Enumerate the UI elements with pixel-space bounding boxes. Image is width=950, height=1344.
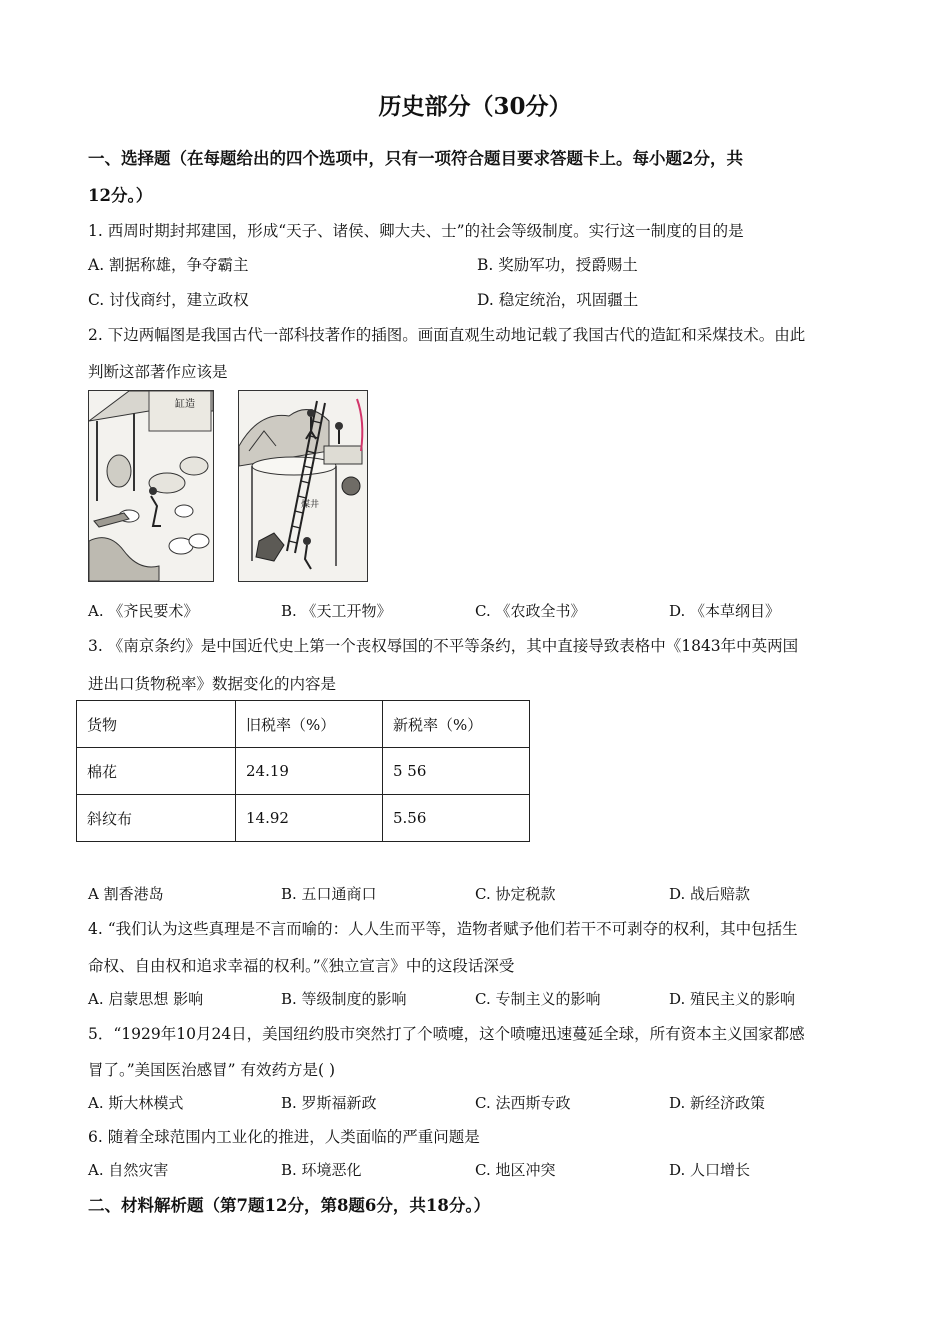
question-3-option-d: D. 战后赔款 xyxy=(669,885,751,903)
question-3-stem-cont: 进出口货物税率》数据变化的内容是 xyxy=(88,675,337,693)
table-header-cell: 旧税率（%） xyxy=(236,701,383,748)
figure-left-caption: 缸造 xyxy=(175,399,195,410)
section1-heading-cont: 12分。） xyxy=(88,186,153,205)
question-5-stem: 5．“1929年10月24日，美国纽约股市突然打了个喷嚏，这个喷嚏迅速蔓延全球，所有资本主义国家都感 xyxy=(88,1025,805,1043)
tax-rate-table xyxy=(76,700,530,842)
question-5-option-a: A. 斯大林模式 xyxy=(88,1094,184,1112)
table-cell: 5.56 xyxy=(383,795,530,842)
section2-heading: 二、材料解析题（第7题12分，第8题6分，共18分。） xyxy=(88,1196,491,1215)
table-row xyxy=(77,795,530,842)
question-6-stem: 6. 随着全球范围内工业化的推进，人类面临的严重问题是 xyxy=(88,1128,480,1146)
question-2-option-b: B. 《天工开物》 xyxy=(281,602,392,620)
question-6-option-a: A. 自然灾害 xyxy=(88,1161,169,1179)
table-header-cell: 货物 xyxy=(77,701,236,748)
table-cell: 棉花 xyxy=(77,748,236,795)
question-4-option-c: C. 专制主义的影响 xyxy=(475,990,601,1008)
question-5-option-d: D. 新经济政策 xyxy=(669,1094,766,1112)
question-4-option-a: A. 启蒙思想 影响 xyxy=(88,990,204,1008)
table-header-row xyxy=(77,701,530,748)
question-4-stem-cont: 命权、自由权和追求幸福的权利。”《独立宣言》中的这段话深受 xyxy=(88,957,515,975)
question-1-option-c: C. 讨伐商纣，建立政权 xyxy=(88,291,249,309)
question-3-option-b: B. 五口通商口 xyxy=(281,885,377,903)
question-2-stem: 2. 下边两幅图是我国古代一部科技著作的插图。画面直观生动地记载了我国古代的造缸和采煤技术。由此 xyxy=(88,326,806,344)
question-5-option-c: C. 法西斯专政 xyxy=(475,1094,571,1112)
question-4-stem: 4. “我们认为这些真理是不言而喻的：人人生而平等，造物者赋予他们若干不可剥夺的权利，其中包括生 xyxy=(88,920,798,938)
coal-mining-illustration xyxy=(239,391,367,581)
question-4-option-b: B. 等级制度的影响 xyxy=(281,990,407,1008)
question-2-option-a: A. 《齐民要术》 xyxy=(88,602,199,620)
vat-making-illustration xyxy=(89,391,213,581)
question-2-option-d: D. 《本草纲目》 xyxy=(669,602,781,620)
figure-right-caption: 煤井 xyxy=(301,500,320,510)
question-2-option-c: C. 《农政全书》 xyxy=(475,602,586,620)
question-3-option-a: A 割香港岛 xyxy=(88,885,164,903)
question-3-stem: 3. 《南京条约》是中国近代史上第一个丧权辱国的不平等条约，其中直接导致表格中《1843年中英两国 xyxy=(88,637,799,655)
question-1-stem: 1. 西周时期封邦建国，形成“天子、诸侯、卿大夫、士”的社会等级制度。实行这一制度的目的是 xyxy=(88,222,744,240)
question-1-option-a: A. 割据称雄，争夺霸主 xyxy=(88,256,249,274)
figure-coal-mining xyxy=(238,390,368,582)
question-5-option-b: B. 罗斯福新政 xyxy=(281,1094,377,1112)
table-cell: 24.19 xyxy=(236,748,383,795)
table-header-cell: 新税率（%） xyxy=(383,701,530,748)
table-row xyxy=(77,748,530,795)
question-6-option-c: C. 地区冲突 xyxy=(475,1161,556,1179)
question-6-option-d: D. 人口增长 xyxy=(669,1161,751,1179)
page-title: 历史部分（30分） xyxy=(378,93,572,120)
figure-vat-making xyxy=(88,390,214,582)
question-3-option-c: C. 协定税款 xyxy=(475,885,556,903)
table-cell: 5 56 xyxy=(383,748,530,795)
question-1-option-b: B. 奖励军功，授爵赐土 xyxy=(477,256,638,274)
table-cell: 14.92 xyxy=(236,795,383,842)
question-5-stem-cont: 冒了。”美国医治感冒” 有效药方是( ) xyxy=(88,1061,336,1079)
table-cell: 斜纹布 xyxy=(77,795,236,842)
question-6-option-b: B. 环境恶化 xyxy=(281,1161,362,1179)
question-1-option-d: D. 稳定统治，巩固疆土 xyxy=(477,291,639,309)
section1-heading: 一、选择题（在每题给出的四个选项中，只有一项符合题目要求答题卡上。每小题2分，共 xyxy=(88,149,743,168)
question-2-stem-cont: 判断这部著作应该是 xyxy=(88,363,228,381)
question-4-option-d: D. 殖民主义的影响 xyxy=(669,990,796,1008)
